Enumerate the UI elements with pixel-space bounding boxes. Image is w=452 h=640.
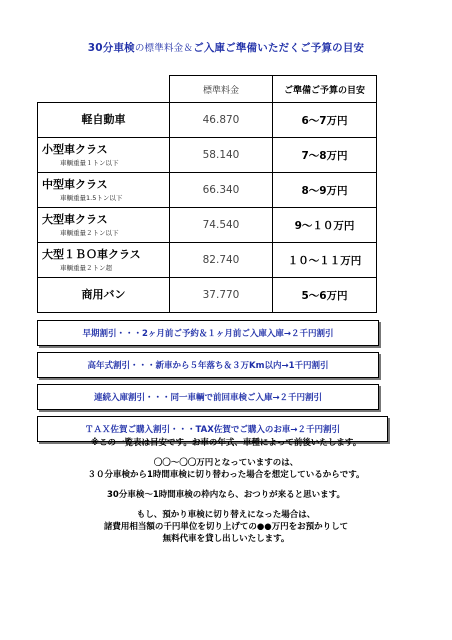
row-category: 商用バン	[38, 278, 170, 313]
note-loaner-line1: もし、預かり車検に切り替えになった場合は、	[136, 510, 316, 520]
note-loaner-line3: 無料代車を貸し出しいたします。	[162, 534, 290, 544]
row-category: 中型車クラス	[42, 177, 108, 191]
row-standard-price: 46.870	[170, 103, 273, 138]
title-part2: の標準料金＆	[134, 43, 194, 54]
note-change: 30分車検〜1時間車検の枠内なら、おつりが来ると思います。	[107, 490, 345, 500]
row-standard-price: 58.140	[170, 138, 273, 173]
table-header-row	[38, 76, 377, 103]
discount-early-booking: 早期割引・・・2ヶ月前ご予約＆１ヶ月前ご入庫入庫→２千円割引	[37, 320, 379, 346]
row-budget: 7〜8万円	[273, 138, 377, 173]
note-range-line1: 〇〇〜〇〇万円となっていますのは、	[153, 458, 299, 468]
row-category: 大型１ＢＯ車クラス	[42, 247, 141, 261]
row-weight-note: 車輌重量1.5トン以下	[60, 193, 123, 202]
row-budget: 8〜9万円	[273, 173, 377, 208]
discount-tax-saga-purchase: ＴＡＸ佐賀ご購入割引・・・TAX佐賀でご購入のお車→２千円割引	[37, 416, 388, 442]
row-category: 小型車クラス	[42, 142, 108, 156]
table-row	[38, 278, 377, 313]
row-budget: 6〜7万円	[273, 103, 377, 138]
note-range-explanation	[0, 457, 452, 481]
row-weight-note: 車輌重量２トン以下	[60, 228, 119, 237]
row-category: 大型車クラス	[42, 212, 108, 226]
title-part3: ご入庫ご準備いただくご予算の目安	[193, 42, 365, 54]
discount-list	[37, 320, 388, 448]
table-row	[38, 208, 377, 243]
table-row	[38, 173, 377, 208]
page-title	[0, 40, 452, 55]
note-range-line2: ３０分車検から1時間車検に切り替わった場合を想定しているからです。	[87, 470, 365, 480]
row-category-cell	[38, 173, 170, 208]
header-empty-cell	[38, 76, 170, 103]
row-standard-price: 66.340	[170, 173, 273, 208]
header-standard: 標準料金	[170, 76, 273, 103]
row-category-cell	[38, 243, 170, 278]
table-row	[38, 243, 377, 278]
header-budget: ご準備ご予算の目安	[273, 76, 377, 103]
row-standard-price: 74.540	[170, 208, 273, 243]
row-standard-price: 37.770	[170, 278, 273, 313]
note-estimate: ※この一覧表は目安です。お車の年式、車種によって前後いたします。	[90, 438, 362, 448]
row-budget: 9〜１０万円	[273, 208, 377, 243]
row-weight-note: 車輌重量１トン以下	[60, 158, 119, 167]
notes-section	[0, 437, 452, 553]
row-budget: 5〜6万円	[273, 278, 377, 313]
row-category: 軽自動車	[38, 103, 170, 138]
row-category-cell	[38, 208, 170, 243]
table-row	[38, 138, 377, 173]
row-standard-price: 82.740	[170, 243, 273, 278]
table-row	[38, 103, 377, 138]
row-category-cell	[38, 138, 170, 173]
price-table	[37, 75, 377, 313]
discount-new-model: 高年式割引・・・新車から５年落ち＆３万Km以内→1千円割引	[37, 352, 379, 378]
note-loaner-car	[0, 509, 452, 545]
row-budget: １０〜１１万円	[273, 243, 377, 278]
note-loaner-line2: 諸費用相当額の千円単位を切り上げての●●万円をお預かりして	[103, 522, 349, 532]
discount-repeat-visit: 連続入庫割引・・・同一車輌で前回車検ご入庫→２千円割引	[37, 384, 379, 410]
title-part1: 30分車検	[87, 42, 135, 54]
row-weight-note: 車輌重量２トン超	[60, 263, 112, 272]
